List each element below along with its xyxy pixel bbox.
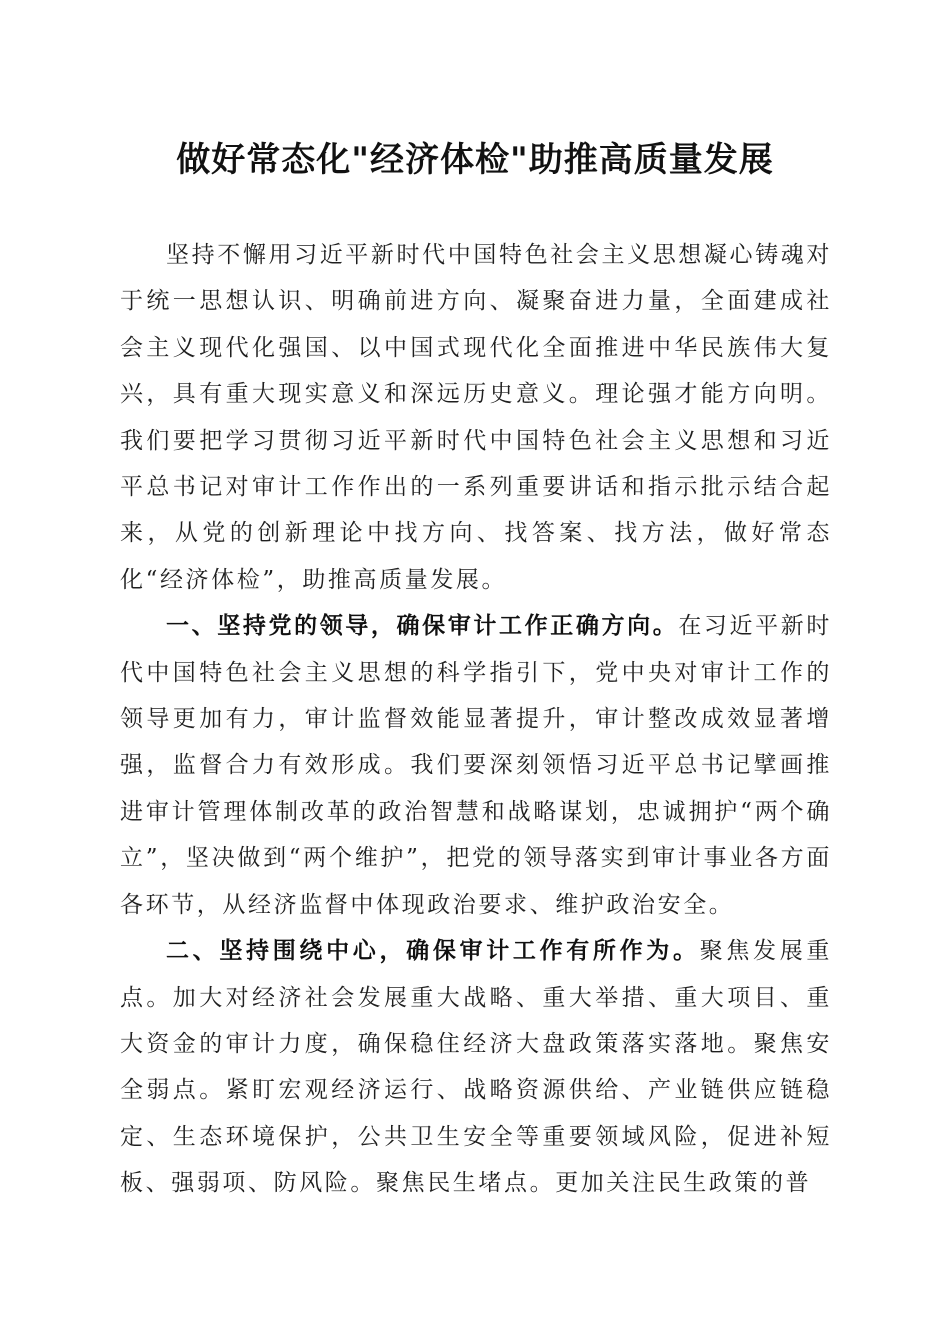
section-heading-2: 二、坚持围绕中心，确保审计工作有所作为。 — [166, 938, 700, 965]
intro-paragraph: 坚持不懈用习近平新时代中国特色社会主义思想凝心铸魂对于统一思想认识、明确前进方向、凝聚奋进力量，全面建成社会主义现代化强国、以中国式现代化全面推进中华民族伟大复兴，具有重大现实意义和深远历史意义。理论强才能方向明。我们要把学习贯彻习近平新时代中国特色社会主义思想和习近平总书记对审计工作作出的一系列重要讲话和指示批示结合起来，从党的创新理论中找方向、找答案、找方法，做好常态化“经济体检”，助推高质量发展。 — [120, 242, 832, 593]
section-body-2: 聚焦发展重点。加大对经济社会发展重大战略、重大举措、重大项目、重大资金的审计力度，确保稳住经济大盘政策落实落地。聚焦安全弱点。紧盯宏观经济运行、战略资源供给、产业链供应链稳定、生态环境保护，公共卫生安全等重要领域风险，促进补短板、强弱项、防风险。聚焦民生堵点。更加关注民生政策的普 — [120, 938, 833, 1197]
section-heading-1: 一、坚持党的领导，确保审计工作正确方向。 — [166, 613, 679, 640]
document-body — [120, 232, 832, 1207]
section-paragraph-2 — [120, 928, 832, 1206]
document-title: 做好常态化"经济体检"助推高质量发展 — [176, 140, 774, 180]
section-paragraph-1 — [120, 603, 832, 928]
section-body-1: 在习近平新时代中国特色社会主义思想的科学指引下，党中央对审计工作的领导更加有力，审计监督效能显著提升，审计整改成效显著增强，监督合力有效形成。我们要深刻领悟习近平总书记擘画推进审计管理体制改革的政治智慧和战略谋划，忠诚拥护“两个确立”，坚决做到“两个维护”，把党的领导落实到审计事业各方面各环节，从经济监督中体现政治要求、维护政治安全。 — [120, 613, 832, 918]
